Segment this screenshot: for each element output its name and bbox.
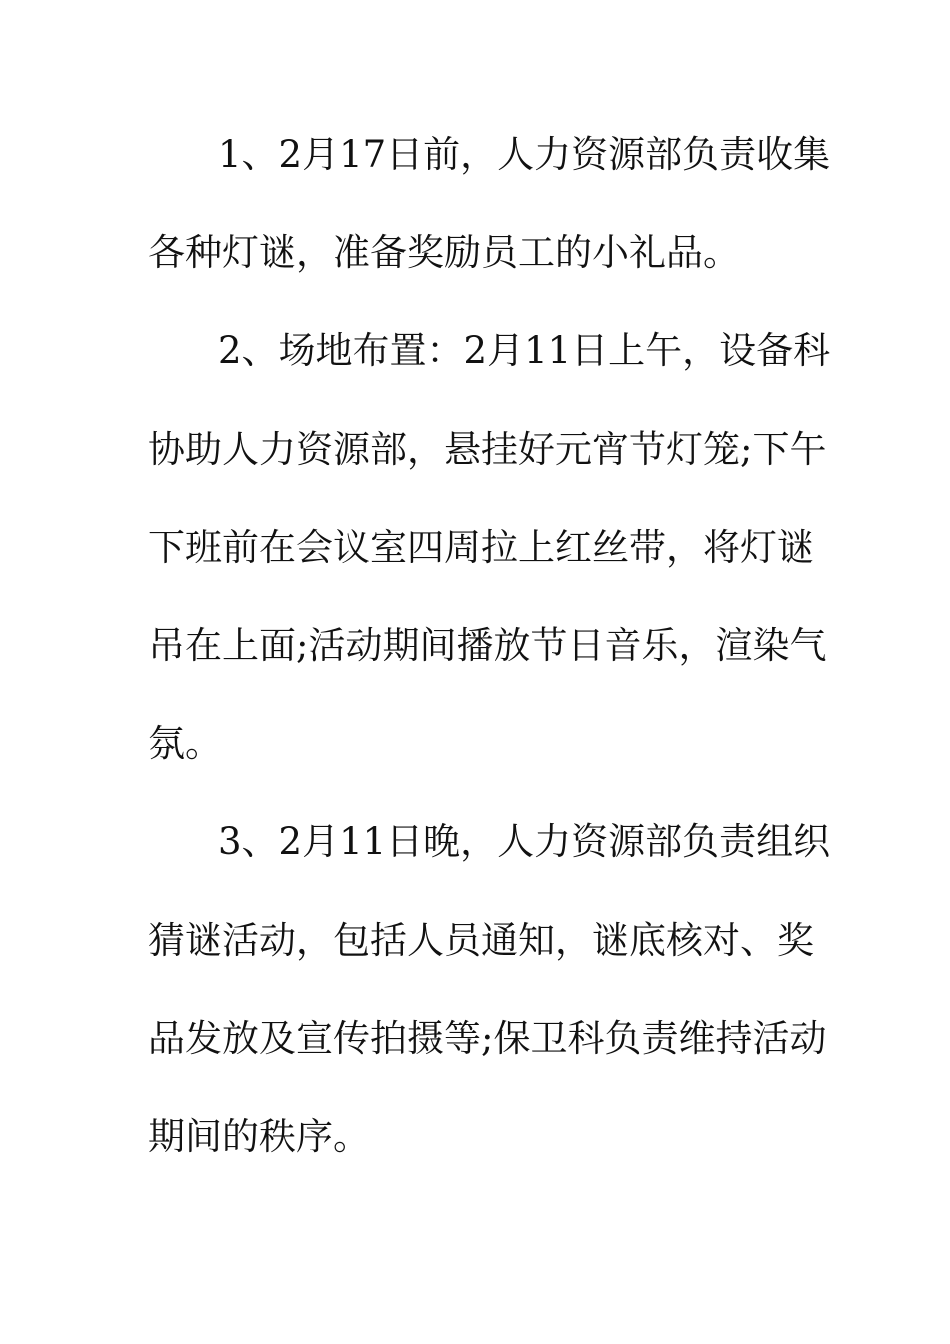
paragraph-2-line-4: 吊在上面;活动期间播放节日音乐，渲染气 <box>148 624 827 667</box>
paragraph-3-line-3: 品发放及宣传拍摄等;保卫科负责维持活动 <box>148 1017 827 1060</box>
paragraph-3-line-4: 期间的秩序。 <box>148 1115 370 1158</box>
paragraph-1-line-2: 各种灯谜，准备奖励员工的小礼品。 <box>148 231 740 274</box>
paragraph-3-line-1: 3、2月11日晚，人力资源部负责组织 <box>218 820 831 863</box>
paragraph-3-line-2: 猜谜活动，包括人员通知，谜底核对、奖 <box>148 919 814 962</box>
paragraph-2-line-1: 2、场地布置：2月11日上午，设备科 <box>218 329 831 372</box>
paragraph-1-line-1: 1、2月17日前，人力资源部负责收集 <box>218 133 831 176</box>
paragraph-2-line-2: 协助人力资源部，悬挂好元宵节灯笼;下午 <box>148 428 827 471</box>
paragraph-2-line-3: 下班前在会议室四周拉上红丝带，将灯谜 <box>148 526 814 569</box>
paragraph-2-line-5: 氛。 <box>148 722 222 765</box>
